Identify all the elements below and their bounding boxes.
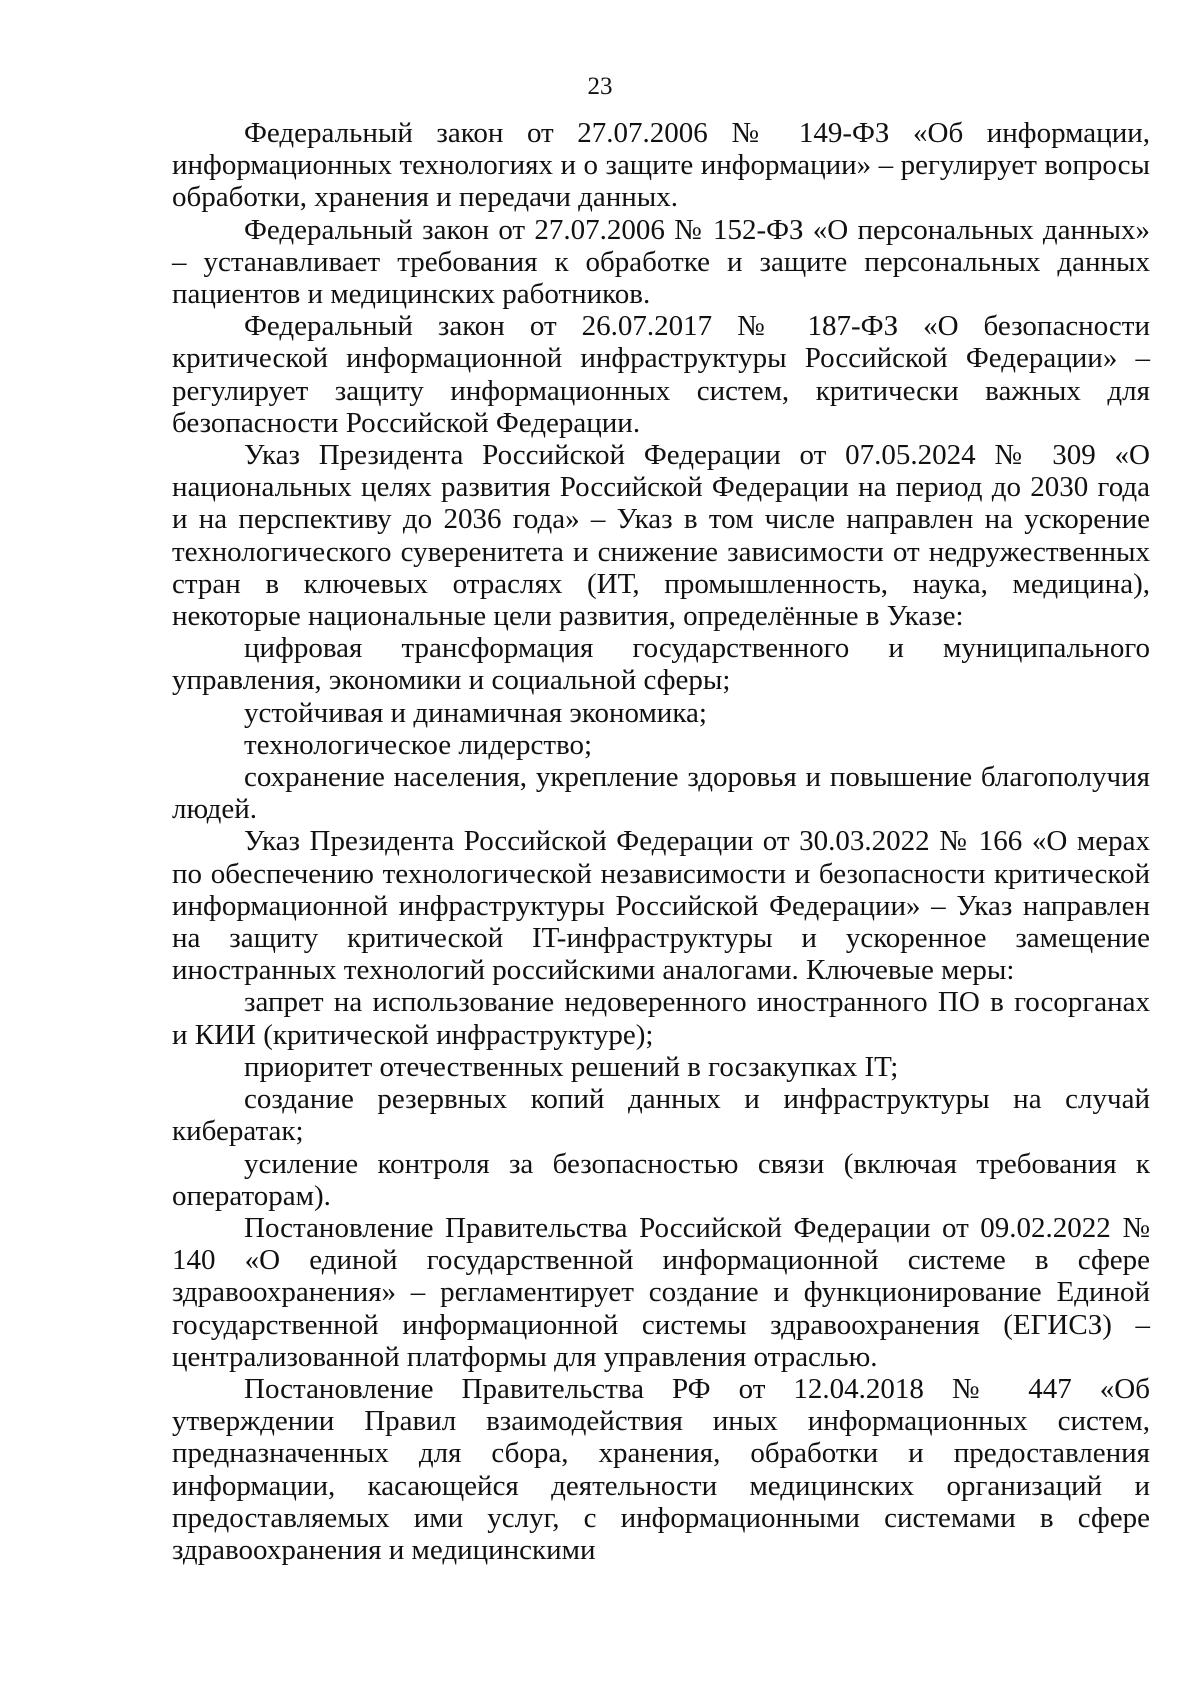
paragraph-decree-309: Указ Президента Российской Федерации от 07.05.2024 № 309 «О национальных целях развития Российской Федерации на период до 2030 года и на перспективу до 2036 года» – Указ в том числе направлен на ускорение технологического суверенитета и снижение зависимости от недружественных стран в ключевых отраслях (ИТ, промышленность, наука, медицина), некоторые национальные цели развития, определённые в Указе: bbox=[172, 439, 1150, 633]
page-number: 23 bbox=[587, 73, 613, 100]
paragraph-decree-166: Указ Президента Российской Федерации от 30.03.2022 № 166 «О мерах по обеспечению технологической независимости и безопасности критической информационной инфраструктуры Российской Федерации» – Указ направлен на защиту критической IT-инфраструктуры и ускоренное замещение иностранных технологий российскими аналогами. Ключевые меры: bbox=[172, 825, 1150, 987]
list-item-digital-transformation: цифровая трансформация государственного и муниципального управления, экономики и социальной сферы; bbox=[172, 632, 1150, 697]
list-item-sustainable-economy: устойчивая и динамичная экономика; bbox=[244, 696, 707, 729]
paragraph-law-152-fz: Федеральный закон от 27.07.2006 № 152-ФЗ «О персональных данных» – устанавливает требования к обработке и защите персональных данных пациентов и медицинских работников. bbox=[172, 213, 1150, 311]
list-item-communication-security: усиление контроля за безопасностью связи (включая требования к операторам). bbox=[172, 1147, 1150, 1212]
paragraph-resolution-140: Постановление Правительства Российской Федерации от 09.02.2022 № 140 «О единой государственной информационной системе в сфере здравоохранения» – регламентирует создание и функционирование Единой государственной информационной системы здравоохранения (ЕГИСЗ) – централизованной платформы для управления отраслью. bbox=[172, 1211, 1150, 1373]
list-item-domestic-priority: приоритет отечественных решений в госзакупках IT; bbox=[244, 1050, 899, 1083]
paragraph-law-149-fz: Федеральный закон от 27.07.2006 № 149-ФЗ «Об информации, информационных технологиях и о защите информации» – регулирует вопросы обработки, хранения и передачи данных. bbox=[172, 117, 1150, 214]
list-item-backups: создание резервных копий данных и инфраструктуры на случай кибератак; bbox=[172, 1083, 1150, 1148]
list-item-tech-leadership: технологическое лидерство; bbox=[244, 728, 593, 761]
document-body bbox=[172, 117, 1150, 1566]
list-item-population-preservation: сохранение населения, укрепление здоровья и повышение благополучия людей. bbox=[172, 761, 1150, 826]
paragraph-resolution-447: Постановление Правительства РФ от 12.04.2018 № 447 «Об утверждении Правил взаимодействия иных информационных систем, предназначенных для сбора, хранения, обработки и предоставления информации, касающейся деятельности медицинских организаций и предоставляемых ими услуг, с информационными системами в сфере здравоохранения и медицинскими bbox=[172, 1372, 1150, 1566]
paragraph-law-187-fz: Федеральный закон от 26.07.2017 № 187-ФЗ «О безопасности критической информационной инфраструктуры Российской Федерации» – регулирует защиту информационных систем, критически важных для безопасности Российской Федерации. bbox=[172, 310, 1150, 439]
list-item-untrusted-software-ban: запрет на использование недоверенного иностранного ПО в госорганах и КИИ (критической инфраструктуре); bbox=[172, 986, 1150, 1051]
